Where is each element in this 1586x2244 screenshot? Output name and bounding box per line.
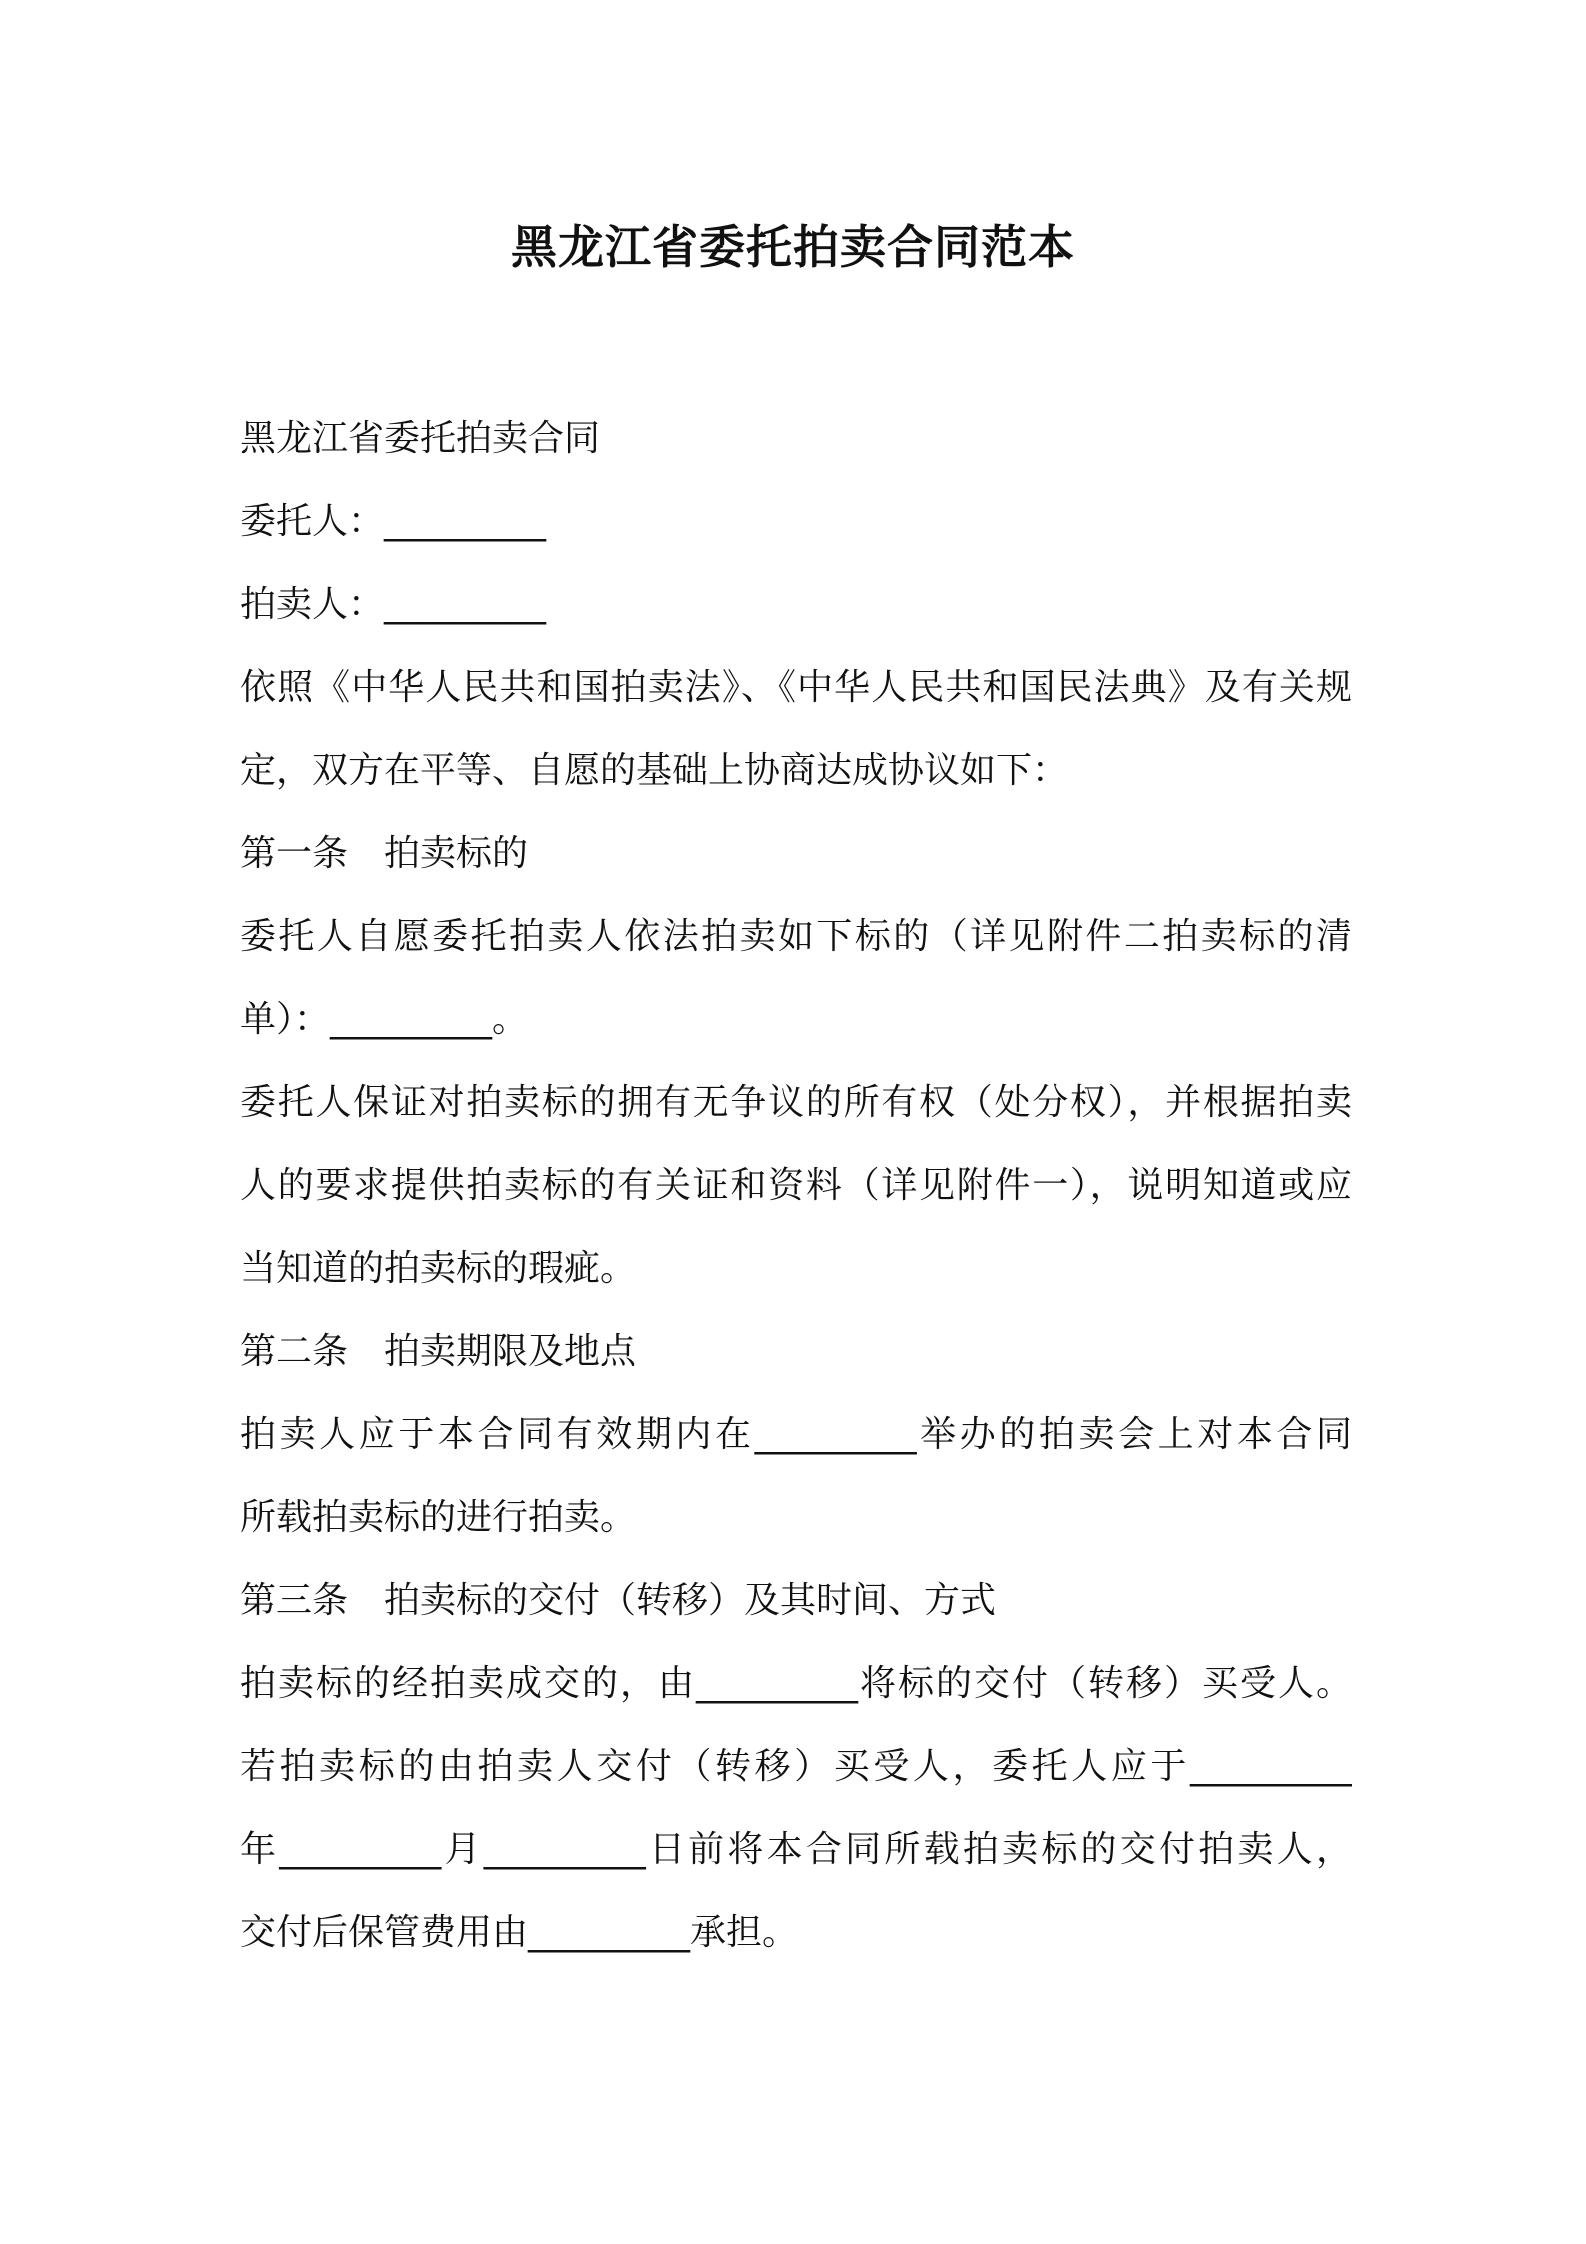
preamble-line-1: 依照《中华人民共和国拍卖法》、《中华人民共和国民法典》及有关规 (240, 667, 1352, 708)
document-title: 黑龙江省委托拍卖合同范本 (511, 220, 1075, 274)
article-1-para-1-line-2: 单）：_________。 (240, 999, 529, 1040)
document-body (240, 397, 1352, 1974)
article-1-para-2-line-2: 人的要求提供拍卖标的有关证和资料（详见附件一），说明知道或应 (240, 1165, 1352, 1206)
article-3-para-2-line-2: 年_________月_________日前将本合同所载拍卖标的交付拍卖人， (240, 1829, 1352, 1870)
auctioneer-line: 拍卖人：_________ (240, 584, 547, 625)
article-2-para-line-1: 拍卖人应于本合同有效期内在_________举办的拍卖会上对本合同 (240, 1414, 1352, 1455)
article-1-para-1-line-1: 委托人自愿委托拍卖人依法拍卖如下标的（详见附件二拍卖标的清 (240, 916, 1352, 957)
article-1-para-2-line-3: 当知道的拍卖标的瑕疵。 (240, 1248, 637, 1289)
article-1-heading: 第一条 拍卖标的 (240, 833, 529, 874)
article-1-para-2-line-1: 委托人保证对拍卖标的拥有无争议的所有权（处分权），并根据拍卖 (240, 1082, 1352, 1123)
article-3-para-2-line-1: 若拍卖标的由拍卖人交付（转移）买受人，委托人应于_________ (240, 1746, 1352, 1787)
article-2-para-line-2: 所载拍卖标的进行拍卖。 (240, 1497, 637, 1538)
article-3-para-2-line-3: 交付后保管费用由_________承担。 (240, 1912, 799, 1953)
article-3-heading: 第三条 拍卖标的交付（转移）及其时间、方式 (240, 1580, 997, 1621)
client-line: 委托人：_________ (240, 501, 547, 542)
preamble-line-2: 定，双方在平等、自愿的基础上协商达成协议如下： (240, 750, 1069, 791)
article-3-para-1-line-1: 拍卖标的经拍卖成交的，由_________将标的交付（转移）买受人。 (240, 1663, 1352, 1704)
article-2-heading: 第二条 拍卖期限及地点 (240, 1331, 637, 1372)
contract-heading: 黑龙江省委托拍卖合同 (240, 418, 601, 459)
